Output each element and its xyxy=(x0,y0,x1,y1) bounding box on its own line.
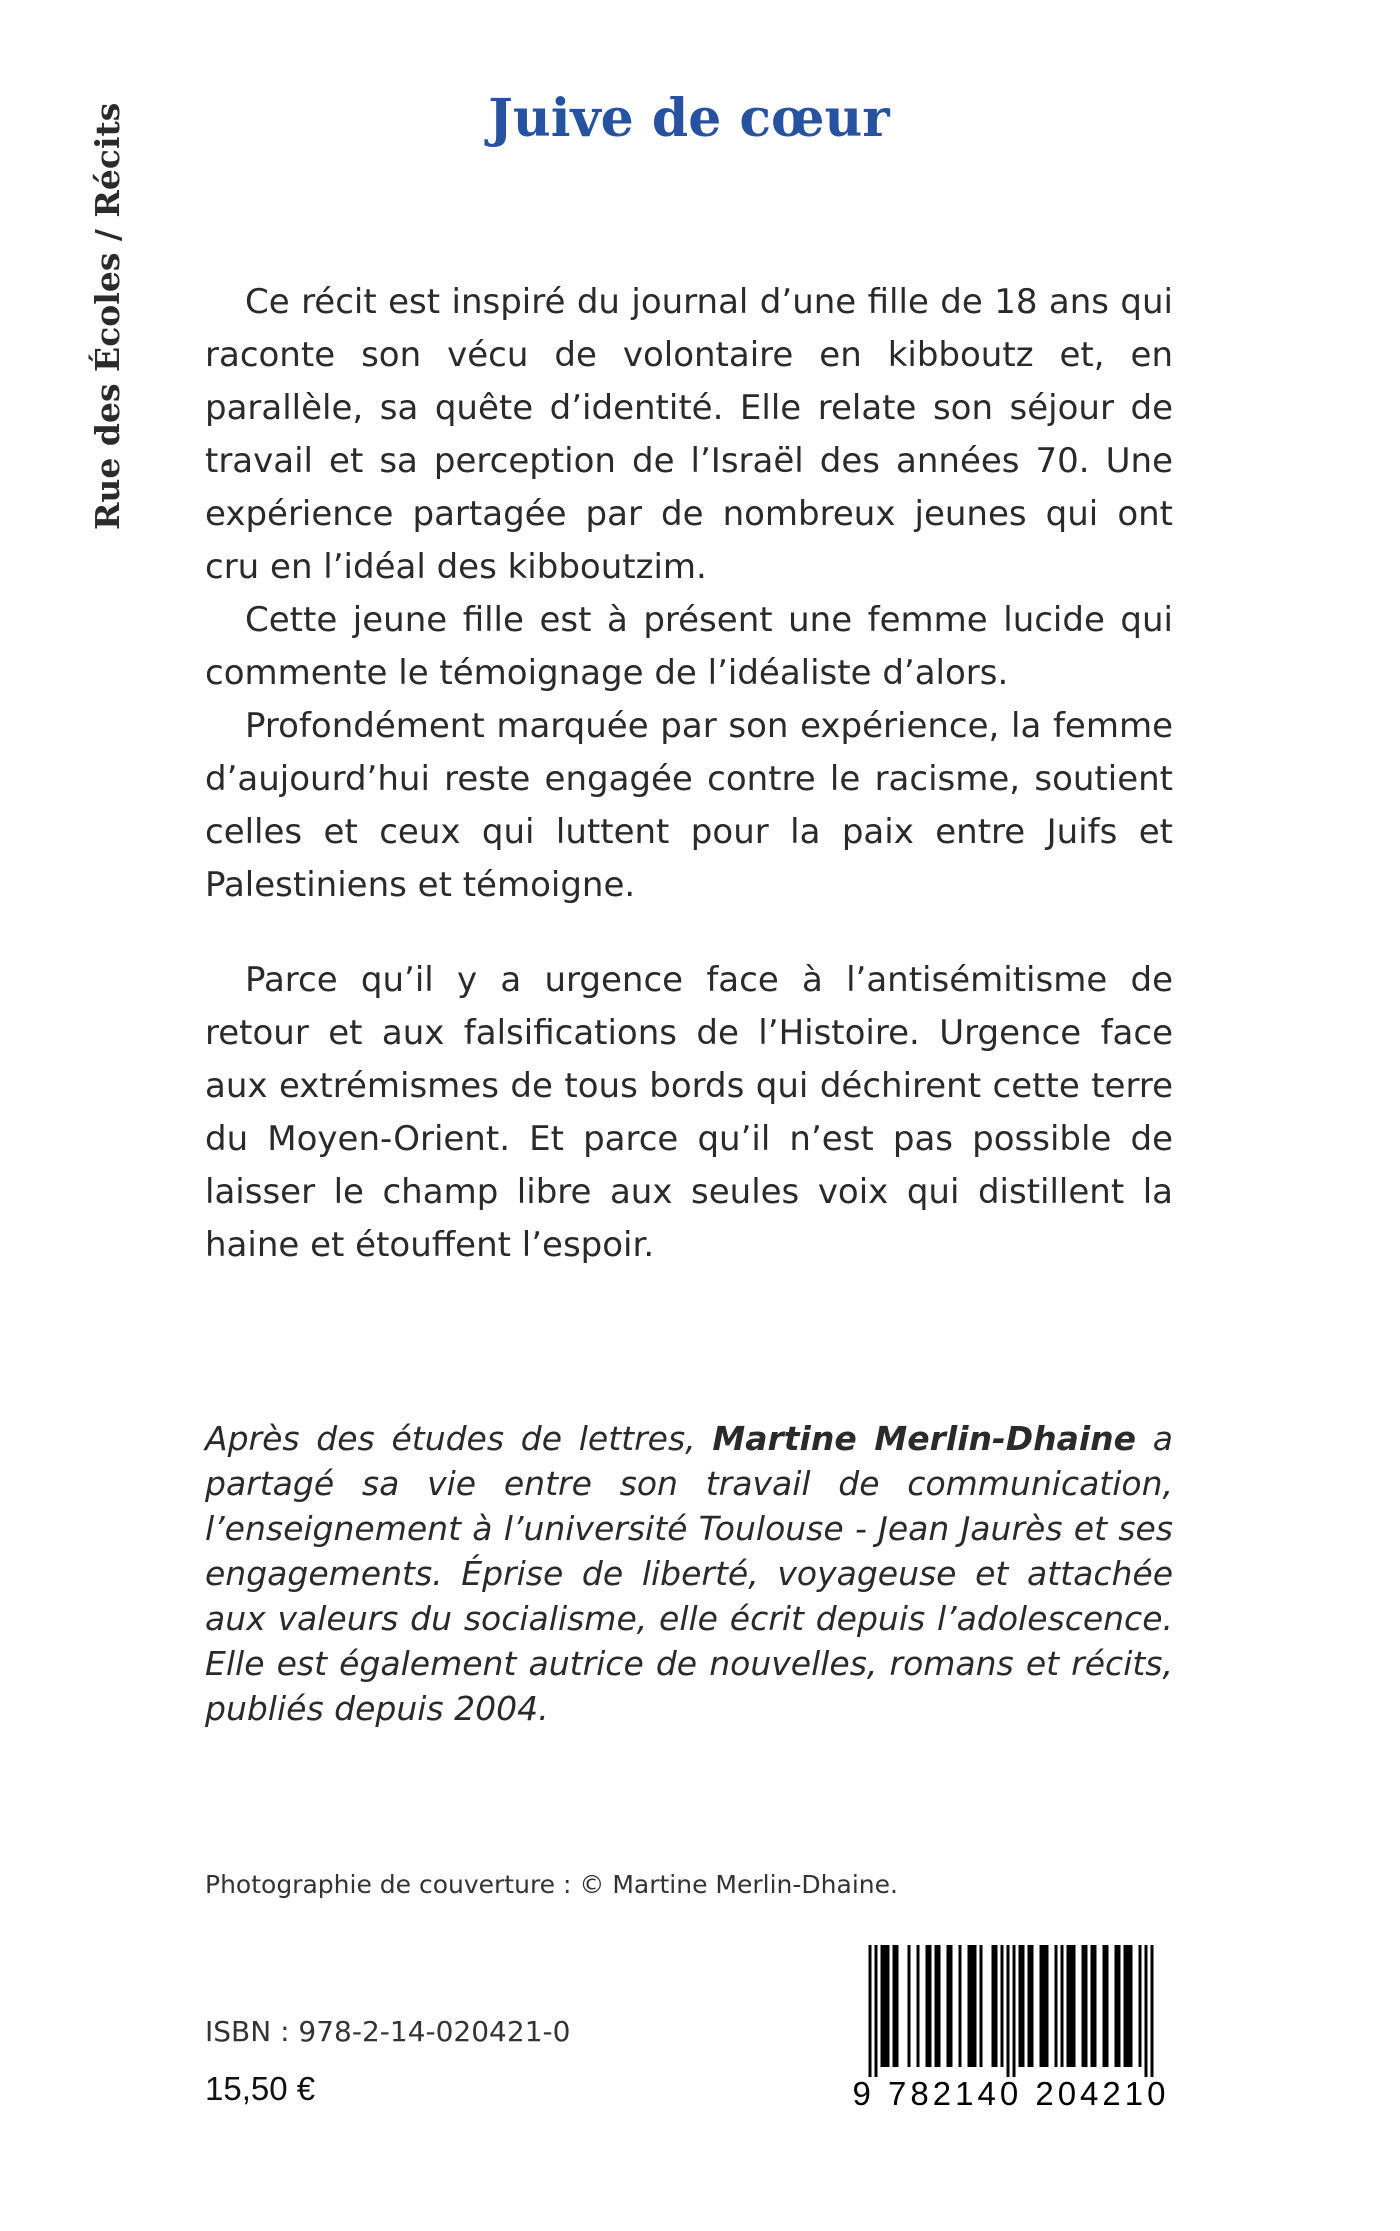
collection-spine-label: Rue des Écoles / Récits xyxy=(88,102,127,530)
barcode-bar xyxy=(1115,1945,1118,2067)
barcode-bar xyxy=(887,1945,890,2067)
barcode-bar xyxy=(950,1945,953,2067)
author-bio-intro: Après des études de lettres, xyxy=(205,1419,713,1458)
barcode-bar xyxy=(893,1945,896,2067)
barcode-bar xyxy=(1103,1945,1106,2067)
barcode-bar xyxy=(881,1945,884,2067)
barcode-bar xyxy=(1001,1945,1004,2067)
summary-paragraph: Profondément marquée par son expérience, la femme d’aujourd’hui reste engagée contre le racisme, soutient celles et ceux qui luttent pour la paix entre Juifs et Palestiniens et témoigne. xyxy=(205,706,1173,905)
barcode-bar xyxy=(947,1945,950,2067)
barcode-bar xyxy=(1139,1945,1142,2067)
summary-paragraph: Cette jeune fille est à présent une femme lucide qui commente le témoignage de l’idéaliste d’alors. xyxy=(205,600,1173,693)
author-name: Martine Merlin-Dhaine xyxy=(712,1419,1137,1458)
isbn-barcode xyxy=(850,1945,1172,2115)
author-bio-body: a partagé sa vie entre son travail de communication, l’enseignement à l’université Toulouse - Jean Jaurès et ses engagements. Éprise de liberté, voyageuse et attachée aux valeurs du socialisme, elle écrit depuis l’adolescence. Elle est également autrice de nouvelles, romans et récits, publiés depuis 2004. xyxy=(205,1419,1173,1728)
photo-credit: Photographie de couverture : © Martine Merlin-Dhaine. xyxy=(205,1870,898,1899)
barcode-bar xyxy=(992,1945,995,2067)
barcode-bar xyxy=(1127,1945,1130,2067)
barcode-bars xyxy=(850,1945,1172,2077)
barcode-bar xyxy=(1094,1945,1097,2067)
barcode-bar xyxy=(1043,1945,1046,2067)
barcode-bar xyxy=(938,1945,941,2067)
barcode-bar xyxy=(1145,1945,1148,2077)
barcode-bar xyxy=(875,1945,878,2077)
barcode-bar xyxy=(1070,1945,1073,2067)
barcode-bar xyxy=(1019,1945,1022,2067)
urgency-paragraph: Parce qu’il y a urgence face à l’antisémitisme de retour et aux falsifications de l’Histoire. Urgence face aux extrémismes de tous bords qui déchirent cette terre du Moyen-Orient. Et parce qu’il n’est pas possible de laisser le champ libre aux seules voix qui distillent la haine et étouffent l’espoir. xyxy=(205,960,1173,1265)
barcode-bar xyxy=(995,1945,998,2067)
barcode-bar xyxy=(974,1945,977,2067)
barcode-bar xyxy=(1151,1945,1154,2077)
barcode-bar xyxy=(1073,1945,1076,2067)
barcode-bar xyxy=(917,1945,920,2067)
barcode-bar xyxy=(1007,1945,1010,2077)
summary-section xyxy=(205,276,1173,912)
barcode-digits: 9 782140 204210 xyxy=(852,2075,1170,2112)
barcode-bar xyxy=(959,1945,962,2067)
barcode-bar xyxy=(980,1945,983,2067)
barcode-bar xyxy=(1124,1945,1127,2067)
barcode-bar xyxy=(1106,1945,1109,2067)
barcode-bar xyxy=(1061,1945,1064,2067)
barcode-bar xyxy=(1055,1945,1058,2067)
barcode-bar xyxy=(1085,1945,1088,2067)
barcode-bar xyxy=(896,1945,899,2067)
barcode-bar xyxy=(926,1945,929,2067)
barcode-bar xyxy=(1031,1945,1034,2067)
barcode-bar xyxy=(908,1945,911,2067)
barcode-bar xyxy=(935,1945,938,2067)
urgency-section xyxy=(205,954,1173,1272)
barcode-bar xyxy=(968,1945,971,2067)
barcode-bar xyxy=(1028,1945,1031,2067)
book-title: Juive de cœur xyxy=(488,88,890,149)
barcode-bar xyxy=(884,1945,887,2067)
barcode-bar xyxy=(1130,1945,1133,2067)
price: 15,50 € xyxy=(205,2070,316,2107)
barcode-bar xyxy=(869,1945,872,2077)
barcode-bar xyxy=(1067,1945,1070,2067)
summary-paragraph: Ce récit est inspiré du journal d’une fille de 18 ans qui raconte son vécu de volontaire en kibboutz et, en parallèle, sa quête d’identité. Elle relate son séjour de travail et sa perception de l’Israël des années 70. Une expérience partagée par de nombreux jeunes qui ont cru en l’idéal des kibboutzim. xyxy=(205,282,1173,587)
barcode-bar xyxy=(1082,1945,1085,2067)
barcode-bar xyxy=(1046,1945,1049,2067)
barcode-bar xyxy=(929,1945,932,2067)
barcode-bar xyxy=(1022,1945,1025,2067)
barcode-bar xyxy=(1013,1945,1016,2077)
barcode-bar xyxy=(971,1945,974,2067)
barcode-bar xyxy=(1091,1945,1094,2067)
barcode-bar xyxy=(1118,1945,1121,2067)
author-bio xyxy=(205,1416,1173,1731)
barcode-bar xyxy=(1040,1945,1043,2067)
isbn: ISBN : 978-2-14-020421-0 xyxy=(205,2015,571,2048)
